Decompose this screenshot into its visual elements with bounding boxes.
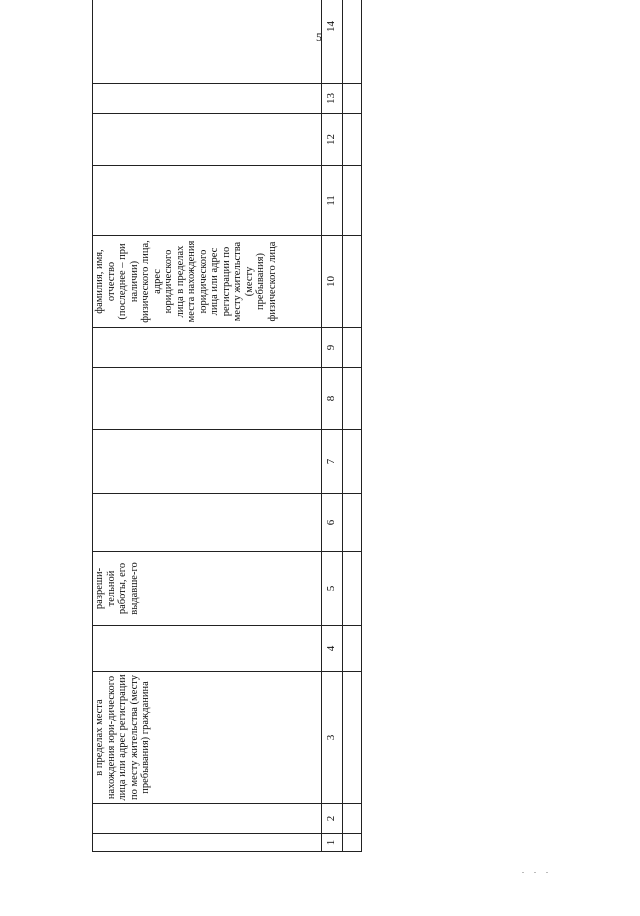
table-empty-cell: [343, 430, 362, 494]
table-cell-col-3: в пределах места нахождения юри-дического лица или адрес регистрации по месту жительства (месту пребывания) гражданина: [93, 672, 322, 804]
table-empty-cell: [343, 166, 362, 236]
table-empty-row: [343, 0, 362, 852]
table-content-row: [93, 0, 322, 852]
column-number: 6: [322, 494, 343, 552]
column-number: 11: [322, 166, 343, 236]
table-empty-cell: [343, 626, 362, 672]
table-cell-col-1: [93, 834, 322, 852]
column-number: 3: [322, 672, 343, 804]
column-number: 10: [322, 236, 343, 328]
table-empty-cell: [343, 236, 362, 328]
table-cell-col-11: [93, 166, 322, 236]
column-number: 13: [322, 84, 343, 114]
column-number: 1: [322, 834, 343, 852]
table-empty-cell: [343, 0, 362, 84]
table-empty-cell: [343, 804, 362, 834]
register-table: [92, 0, 362, 852]
table-empty-cell: [343, 494, 362, 552]
page-number: 5: [316, 30, 322, 44]
table-cell-col-8: [93, 368, 322, 430]
register-table-rotated: [92, 21, 360, 852]
table-cell-col-5: разреши-тельной работы, его выдавше-го: [93, 552, 322, 626]
column-number: 5: [322, 552, 343, 626]
table-empty-cell: [343, 328, 362, 368]
scan-speck: [546, 872, 548, 873]
table-empty-cell: [343, 114, 362, 166]
table-cell-col-12: [93, 114, 322, 166]
table-cell-col-7: [93, 430, 322, 494]
table-empty-cell: [343, 672, 362, 804]
table-empty-cell: [343, 368, 362, 430]
table-cell-col-10: фамилия, имя, отчество (последнее – при наличии) физического лица, адрес юридического лица в пределах места нахождения юридического лица или адрес регистрации по месту жительства (месту пребывания) физического лица: [93, 236, 322, 328]
table-empty-cell: [343, 834, 362, 852]
table-empty-cell: [343, 84, 362, 114]
column-number: 4: [322, 626, 343, 672]
table-cell-col-6: [93, 494, 322, 552]
register-table-wrap: [92, 21, 360, 852]
column-number: 2: [322, 804, 343, 834]
column-number: 12: [322, 114, 343, 166]
table-cell-col-2: [93, 804, 322, 834]
table-cell-col-9: [93, 328, 322, 368]
column-number: 9: [322, 328, 343, 368]
table-cell-col-4: [93, 626, 322, 672]
column-number: 8: [322, 368, 343, 430]
column-number: 14: [322, 0, 343, 84]
column-number: 7: [322, 430, 343, 494]
column-number-row: [322, 0, 343, 852]
table-cell-col-13: [93, 84, 322, 114]
scan-speck: [522, 872, 524, 873]
table-empty-cell: [343, 552, 362, 626]
table-cell-col-14: [93, 0, 322, 84]
scan-speck: [534, 872, 536, 873]
